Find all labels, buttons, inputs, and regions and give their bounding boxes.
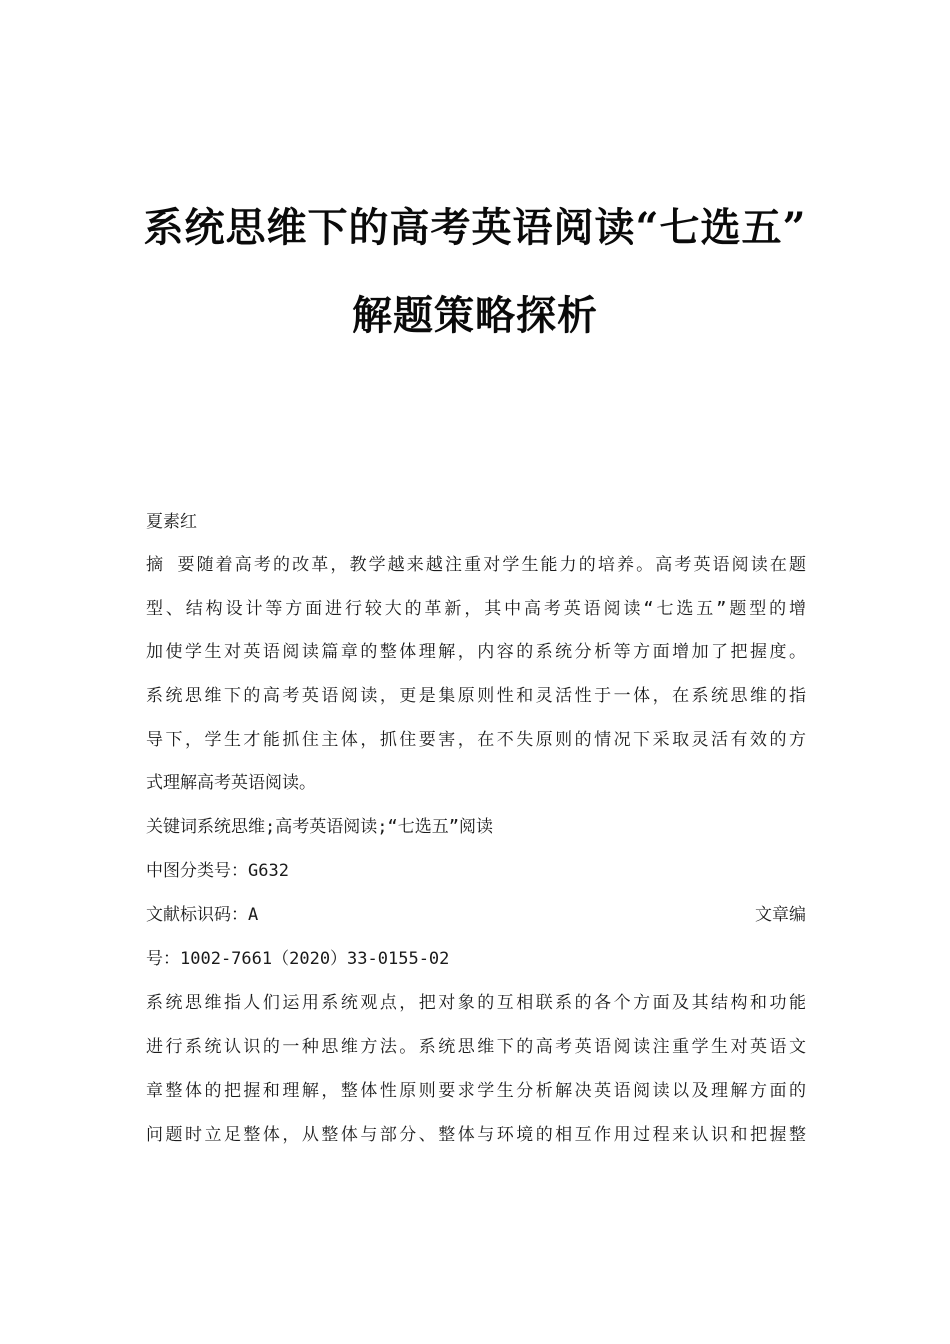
- abstract-line: 型、结构设计等方面进行较大的革新，其中高考英语阅读“七选五”题型的增: [146, 599, 806, 619]
- document-code: 文献标识码：A: [146, 905, 259, 925]
- abstract-line: 系统思维下的高考英语阅读，更是集原则性和灵活性于一体，在系统思维的指: [146, 686, 806, 706]
- clc-number: 中图分类号：G632: [146, 861, 289, 881]
- author-name: 夏素红: [146, 512, 197, 532]
- article-number-label: 文章编: [755, 905, 806, 925]
- body-line: 进行系统认识的一种思维方法。系统思维下的高考英语阅读注重学生对英语文: [146, 1037, 806, 1057]
- body-line: 问题时立足整体，从整体与部分、整体与环境的相互作用过程来认识和把握整: [146, 1125, 806, 1145]
- paper-title-line-1: 系统思维下的高考英语阅读“七选五”: [143, 204, 807, 251]
- paper-title-line-2: 解题策略探析: [352, 292, 598, 339]
- article-number: 号：1002-7661（2020）33-0155-02: [146, 949, 450, 969]
- body-line: 系统思维指人们运用系统观点，把对象的互相联系的各个方面及其结构和功能: [146, 993, 806, 1013]
- body-line: 章整体的把握和理解，整体性原则要求学生分析解决英语阅读以及理解方面的: [146, 1081, 806, 1101]
- abstract-line: 摘 要随着高考的改革，教学越来越注重对学生能力的培养。高考英语阅读在题: [146, 555, 806, 575]
- abstract-line: 导下，学生才能抓住主体，抓住要害，在不失原则的情况下采取灵活有效的方: [146, 730, 806, 750]
- abstract-line: 加使学生对英语阅读篇章的整体理解，内容的系统分析等方面增加了把握度。: [146, 642, 806, 662]
- keywords: 关键词系统思维;高考英语阅读;“七选五”阅读: [146, 817, 493, 837]
- abstract-line: 式理解高考英语阅读。: [146, 773, 316, 793]
